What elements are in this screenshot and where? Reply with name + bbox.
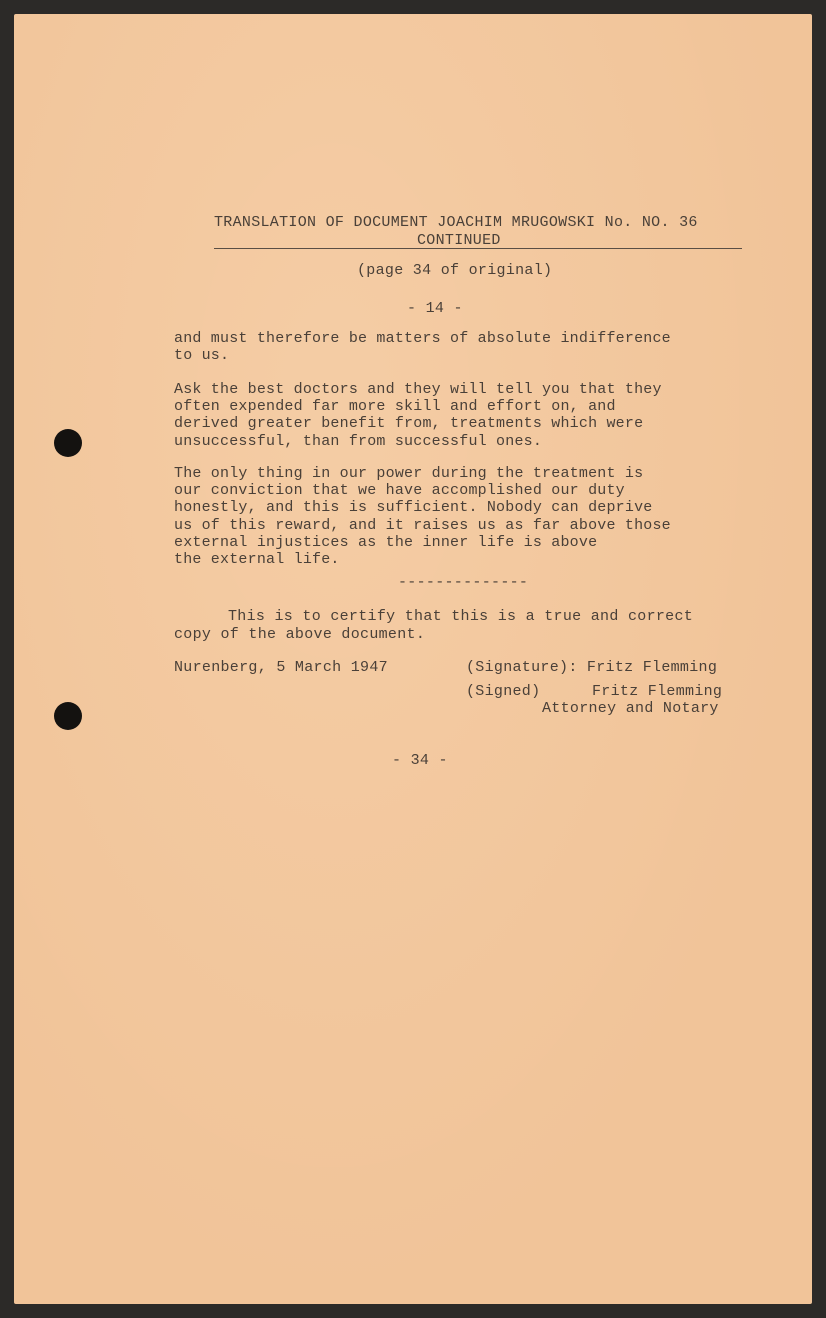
paragraph-line: to us. (174, 347, 230, 365)
paragraph-line: unsuccessful, than from successful ones. (174, 432, 543, 450)
paragraph-line: honestly, and this is sufficient. Nobody can deprive (174, 499, 653, 517)
paragraph-line: often expended far more skill and effort on, and (174, 398, 616, 416)
title-underline (214, 248, 742, 249)
paragraph-line: external injustices as the inner life is above (174, 533, 598, 551)
paragraph-line: derived greater benefit from, treatments which were (174, 415, 644, 433)
signed-name: Fritz Flemming (592, 683, 723, 700)
paragraph-line: the external life. (174, 551, 340, 569)
page-reference: (page 34 of original) (357, 262, 553, 279)
punch-hole (54, 702, 82, 730)
paragraph-line: Ask the best doctors and they will tell you that they (174, 381, 662, 398)
footer-page-number: - 34 - (392, 752, 448, 769)
paragraph-1 (174, 330, 671, 364)
paragraph-line: us of this reward, and it raises us as far above those (174, 516, 671, 534)
signed-label: (Signed) (466, 683, 541, 700)
certification-line: This is to certify that this is a true and correct (228, 608, 694, 625)
paragraph-line: and must therefore be matters of absolute indifference (174, 330, 671, 347)
document-page (14, 14, 812, 1304)
separator-line: -------------- (398, 574, 529, 591)
paragraph-line: our conviction that we have accomplished our duty (174, 482, 625, 500)
document-title: TRANSLATION OF DOCUMENT JOACHIM MRUGOWSKI No. NO. 36 (214, 214, 698, 231)
paragraph-line: The only thing in our power during the treatment is (174, 465, 644, 482)
signer-title: Attorney and Notary (542, 700, 719, 717)
certification-line: copy of the above document. (174, 626, 426, 643)
paragraph-3 (174, 465, 671, 568)
signature-line: (Signature): Fritz Flemming (466, 659, 718, 676)
document-subtitle: CONTINUED (417, 232, 501, 249)
punch-hole (54, 429, 82, 457)
paragraph-2 (174, 381, 662, 450)
page-number: - 14 - (407, 300, 463, 317)
place-date: Nurenberg, 5 March 1947 (174, 659, 388, 676)
